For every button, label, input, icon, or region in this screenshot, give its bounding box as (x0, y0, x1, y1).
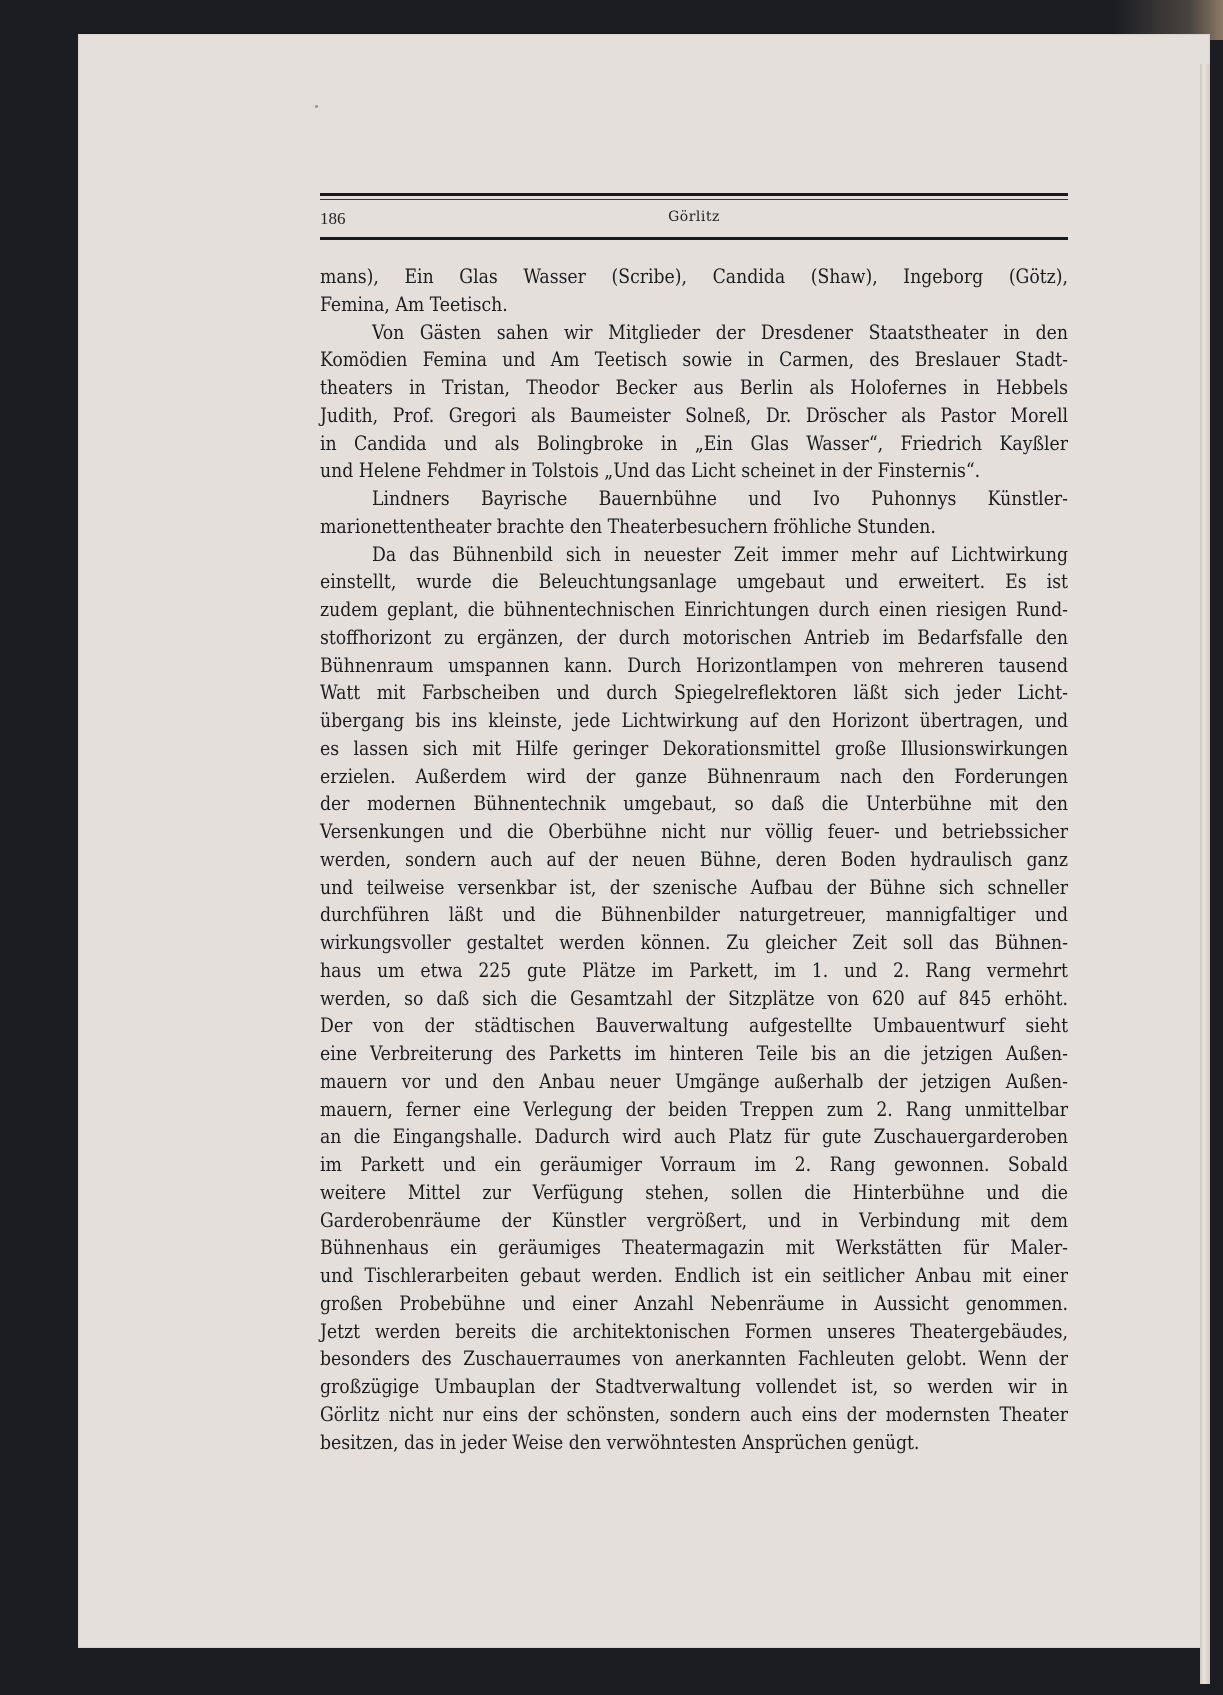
text-line: an die Eingangshalle. Dadurch wird auch Platz für gute Zuschauergarderoben (320, 1125, 1068, 1149)
running-head: Görlitz (668, 209, 720, 225)
text-line: werden, sondern auch auf der neuen Bühne, deren Boden hydraulisch ganz (320, 847, 1068, 871)
body-text (320, 263, 1068, 1456)
text-line: Versenkungen und die Oberbühne nicht nur völlig feuer- und betriebssicher (320, 820, 1068, 843)
text-line: mans), Ein Glas Wasser (Scribe), Candida (Shaw), Ingeborg (Götz), (320, 265, 1068, 288)
header-rule-thin (320, 199, 1068, 200)
text-line: stoffhorizont zu ergänzen, der durch motorischen Antrieb im Bedarfsfalle den (320, 625, 1068, 649)
text-line: besonders des Zuschauerraumes von anerkannten Fachleuten gelobt. Wenn der (320, 1347, 1068, 1371)
text-line: Bühnenhaus ein geräumiges Theatermagazin mit Werkstätten für Maler- (320, 1236, 1068, 1260)
text-line: Görlitz nicht nur eins der schönsten, sondern auch eins der modernsten Theater (320, 1402, 1068, 1426)
text-line: in Candida und als Bolingbroke in „Ein Glas Wasser“, Friedrich Kayßler (320, 431, 1068, 455)
text-line: Watt mit Farbscheiben und durch Spiegelreflektoren läßt sich jeder Licht- (320, 681, 1068, 705)
text-line: übergang bis ins kleinste, jede Lichtwirkung auf den Horizont übertragen, und (320, 709, 1068, 732)
text-line: wirkungsvoller gestaltet werden können. Zu gleicher Zeit soll das Bühnen- (320, 931, 1068, 954)
text-line: Von Gästen sahen wir Mitglieder der Dresdener Staatstheater in den (372, 320, 1068, 344)
text-line: Judith, Prof. Gregori als Baumeister Solneß, Dr. Dröscher als Pastor Morell (320, 403, 1068, 427)
text-line: Komödien Femina und Am Teetisch sowie in Carmen, des Breslauer Stadt- (320, 348, 1068, 372)
text-line: weitere Mittel zur Verfügung stehen, sollen die Hinterbühne und die (320, 1180, 1068, 1204)
text-line: mauern, ferner eine Verlegung der beiden Treppen zum 2. Rang unmittelbar (320, 1097, 1068, 1121)
text-line: eine Verbreiterung des Parketts im hinteren Teile bis an die jetzigen Außen- (320, 1042, 1068, 1065)
text-line: und Tischlerarbeiten gebaut werden. Endlich ist ein seitlicher Anbau mit einer (320, 1264, 1068, 1287)
text-line: mauern vor und den Anbau neuer Umgänge außerhalb der jetzigen Außen- (320, 1069, 1068, 1093)
text-line: haus um etwa 225 gute Plätze im Parkett, im 1. und 2. Rang vermehrt (320, 958, 1068, 982)
text-line: einstellt, wurde die Beleuchtungsanlage umgebaut und erweitert. Es ist (320, 570, 1068, 594)
header-rule-thick (320, 193, 1068, 196)
text-line: durchführen läßt und die Bühnenbilder naturgetreuer, mannigfaltiger und (320, 903, 1068, 927)
text-line: Jetzt werden bereits die architektonischen Formen unseres Theatergebäudes, (320, 1319, 1068, 1343)
text-line: Bühnenraum umspannen kann. Durch Horizontlampen von mehreren tausend (320, 653, 1068, 677)
text-line: und teilweise versenkbar ist, der szenische Aufbau der Bühne sich schneller (320, 875, 1068, 899)
text-line: und Helene Fehdmer in Tolstois „Und das Licht scheinet in der Finsternis“. (320, 459, 981, 483)
text-line: im Parkett und ein geräumiger Vorraum im 2. Rang gewonnen. Sobald (320, 1153, 1068, 1176)
next-page-edge (1200, 64, 1210, 1684)
text-line: erzielen. Außerdem wird der ganze Bühnenraum nach den Forderungen (320, 764, 1068, 788)
text-line: Garderobenräume der Künstler vergrößert, und in Verbindung mit dem (320, 1208, 1068, 1232)
text-line: der modernen Bühnentechnik umgebaut, so daß die Unterbühne mit den (320, 792, 1068, 816)
page-number: 186 (320, 209, 346, 228)
text-line: großen Probebühne und einer Anzahl Nebenräume in Aussicht genommen. (320, 1291, 1068, 1315)
text-line: zudem geplant, die bühnentechnischen Einrichtungen durch einen riesigen Rund- (320, 598, 1068, 621)
text-line: werden, so daß sich die Gesamtzahl der Sitzplätze von 620 auf 845 erhöht. (320, 986, 1068, 1010)
text-line: Der von der städtischen Bauverwaltung aufgestellte Umbauentwurf sieht (320, 1014, 1068, 1038)
page-header (320, 193, 1068, 241)
text-line: Lindners Bayrische Bauernbühne und Ivo Puhonnys Künstler- (372, 487, 1068, 510)
text-line: es lassen sich mit Hilfe geringer Dekorationsmittel große Illusionswirkungen (320, 736, 1068, 760)
text-line: Femina, Am Teetisch. (320, 292, 508, 316)
header-rule-bottom (320, 237, 1068, 240)
text-line: marionettentheater brachte den Theaterbesuchern fröhliche Stunden. (320, 514, 936, 538)
paper-speck (315, 105, 318, 108)
text-line: Da das Bühnenbild sich in neuester Zeit immer mehr auf Lichtwirkung (372, 542, 1068, 566)
text-line: großzügige Umbauplan der Stadtverwaltung vollendet ist, so werden wir in (320, 1375, 1068, 1398)
text-line: besitzen, das in jeder Weise den verwöhntesten Ansprüchen genügt. (320, 1430, 920, 1454)
text-line: theaters in Tristan, Theodor Becker aus Berlin als Holofernes in Hebbels (320, 376, 1068, 399)
